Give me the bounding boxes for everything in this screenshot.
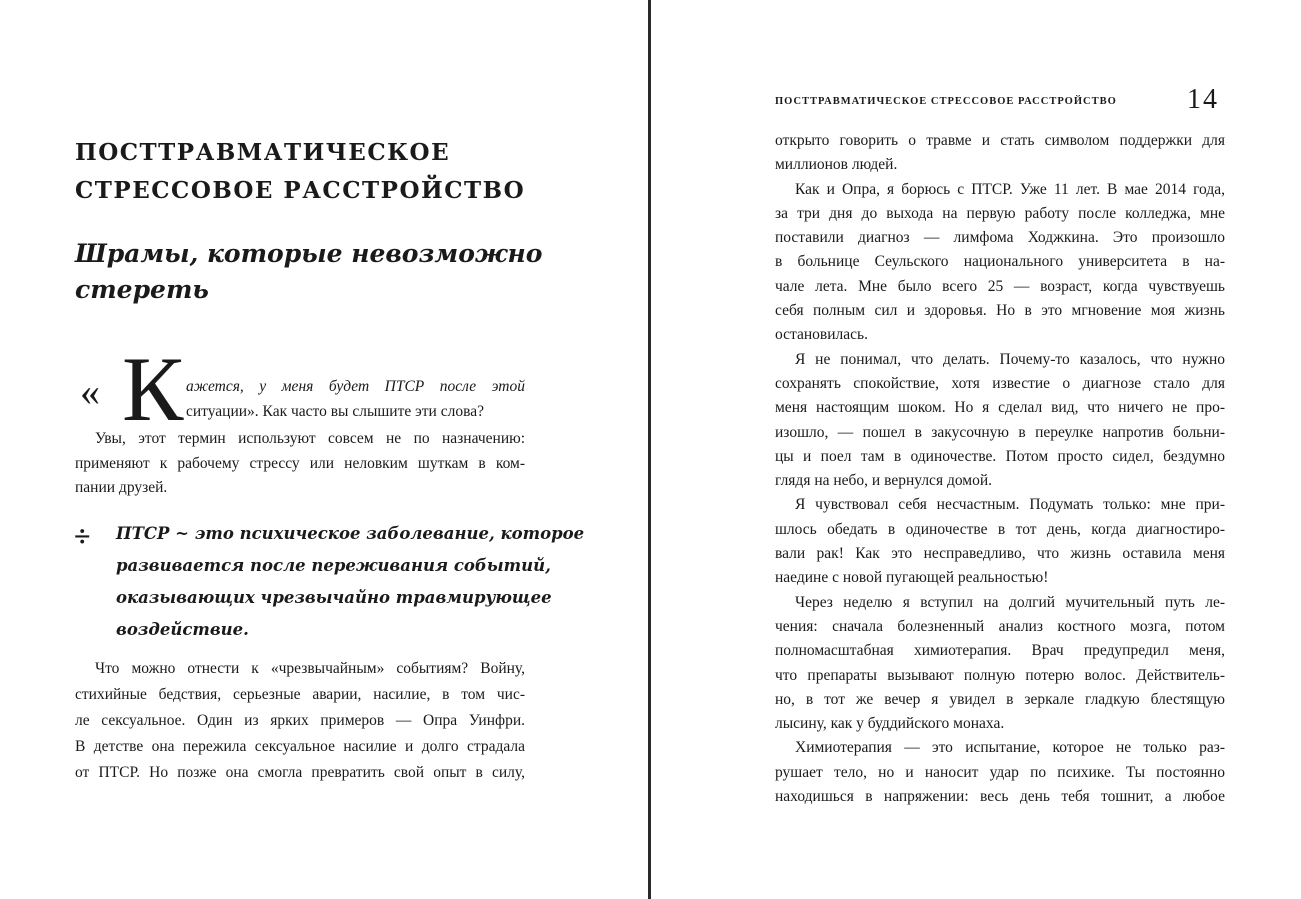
text-line: Я чувствовал себя несчастным. Подумать только: мне при- <box>795 496 1225 514</box>
text-line: лысину, как у буддийского монаха. <box>775 715 1005 733</box>
text-line: миллионов людей. <box>775 156 898 174</box>
paragraph <box>75 656 525 786</box>
text-line: Что можно отнести к «чрезвычайным» событиям? Войну, <box>95 660 525 677</box>
dropcap-quote: « <box>80 369 100 414</box>
text-line: находишься в напряжении: весь день тебя тошнит, а любое <box>775 788 1225 806</box>
division-icon: ÷ <box>74 520 91 553</box>
text-line: глядя на небо, и вернулся домой. <box>775 472 993 490</box>
text-line: чале лета. Мне было всего 25 — возраст, когда чувствуешь <box>775 277 1225 295</box>
text-line: изошло, — пошел в закусочную в переулке напротив больни- <box>775 423 1225 441</box>
text-line: применяют к рабочему стрессу или неловким шуткам в ком- <box>75 454 525 472</box>
text-line: ПТСР ~ это психическое заболевание, которое <box>116 524 585 543</box>
text-line: чения: сначала болезненный анализ костного мозга, потом <box>775 617 1225 635</box>
definition-callout <box>116 518 584 646</box>
text-line: стихийные бедствия, серьезные аварии, насилие, в том чис- <box>75 686 525 703</box>
text-line: цы и поел там в одиночестве. Потом просто сидел, бездумно <box>775 447 1225 465</box>
text-line: Увы, этот термин используют совсем не по назначению: <box>95 430 525 447</box>
dropcap-letter: К <box>122 338 184 440</box>
right-page <box>651 0 1301 899</box>
text-line: в больнице Сеульского национального университета в на- <box>775 253 1225 271</box>
text-line: за три дня до выхода на первую работу после колледжа, мне <box>775 204 1225 222</box>
subtitle-line: стереть <box>75 275 209 304</box>
chapter-title <box>75 134 525 210</box>
text-line: что препараты вызывают полную потерю волос. Действитель- <box>775 666 1225 684</box>
text-line: рушает тело, но и наносит удар по психике. Ты постоянно <box>775 763 1225 781</box>
text-line: наедине с новой пугающей реальностью! <box>775 569 1049 587</box>
running-head: ПОСТТРАВМАТИЧЕСКОЕ СТРЕССОВОЕ РАССТРОЙСТВО <box>775 96 1117 107</box>
text-line: Как и Опра, я борюсь с ПТСР. Уже 11 лет. В мае 2014 года, <box>795 180 1225 198</box>
text-line: полномасштабная химиотерапия. Врач предупредил меня, <box>775 642 1225 660</box>
text-line: шлось обедать в одиночестве в тот день, когда диагностиро- <box>775 520 1225 538</box>
chapter-title-line: СТРЕССОВОЕ РАССТРОЙСТВО <box>75 177 526 204</box>
left-page <box>0 0 648 899</box>
text-line: Химиотерапия — это испытание, которое не только раз- <box>795 739 1225 757</box>
text-line: остановилась. <box>775 326 868 344</box>
text-line: развивается после переживания событий, <box>116 556 551 575</box>
text-line: ажется, у меня будет ПТСР после этой <box>186 378 525 395</box>
intro-text <box>186 374 525 424</box>
text-line: Я не понимал, что делать. Почему-то казалось, что нужно <box>795 350 1225 368</box>
subtitle-line: Шрамы, которые невозможно <box>75 239 543 268</box>
text-line: Через неделю я вступил на долгий мучительный путь ле- <box>795 593 1225 611</box>
text-line: ле сексуальное. Один из ярких примеров — Опра Уинфри. <box>75 712 525 729</box>
chapter-title-line: ПОСТТРАВМАТИЧЕСКОЕ <box>75 139 451 166</box>
text-line: меня настоящим шоком. Но я сделал вид, что ничего не про- <box>775 399 1225 417</box>
text-line: пании друзей. <box>75 479 168 496</box>
body-text <box>775 129 1225 809</box>
text-line: сохранять спокойствие, хотя известие о диагнозе стало для <box>775 374 1225 392</box>
text-line: поставили диагноз — лимфома Ходжкина. Это произошло <box>775 229 1225 247</box>
text-line: воздействие. <box>116 620 249 639</box>
chapter-subtitle <box>75 236 542 308</box>
text-line: оказывающих чрезвычайно травмирующее <box>116 588 552 607</box>
text-line: В детстве она пережила сексуальное насилие и долго страдала <box>75 738 525 755</box>
text-line: ситуации». Как часто вы слышите эти слова? <box>186 403 484 420</box>
text-line: открыто говорить о травме и стать символом поддержки для <box>775 132 1225 149</box>
text-line: вали рак! Как это несправедливо, что жизнь оставила меня <box>775 545 1225 563</box>
text-line: себя полным сил и здоровья. Но в это мгновение моя жизнь <box>775 302 1225 320</box>
text-line: от ПТСР. Но позже она смогла превратить свой опыт в силу, <box>75 764 525 781</box>
paragraph <box>75 427 525 501</box>
text-line: но, в тот же вечер я увидел в зеркале гладкую блестящую <box>775 690 1225 708</box>
page-number: 14 <box>1187 84 1219 115</box>
